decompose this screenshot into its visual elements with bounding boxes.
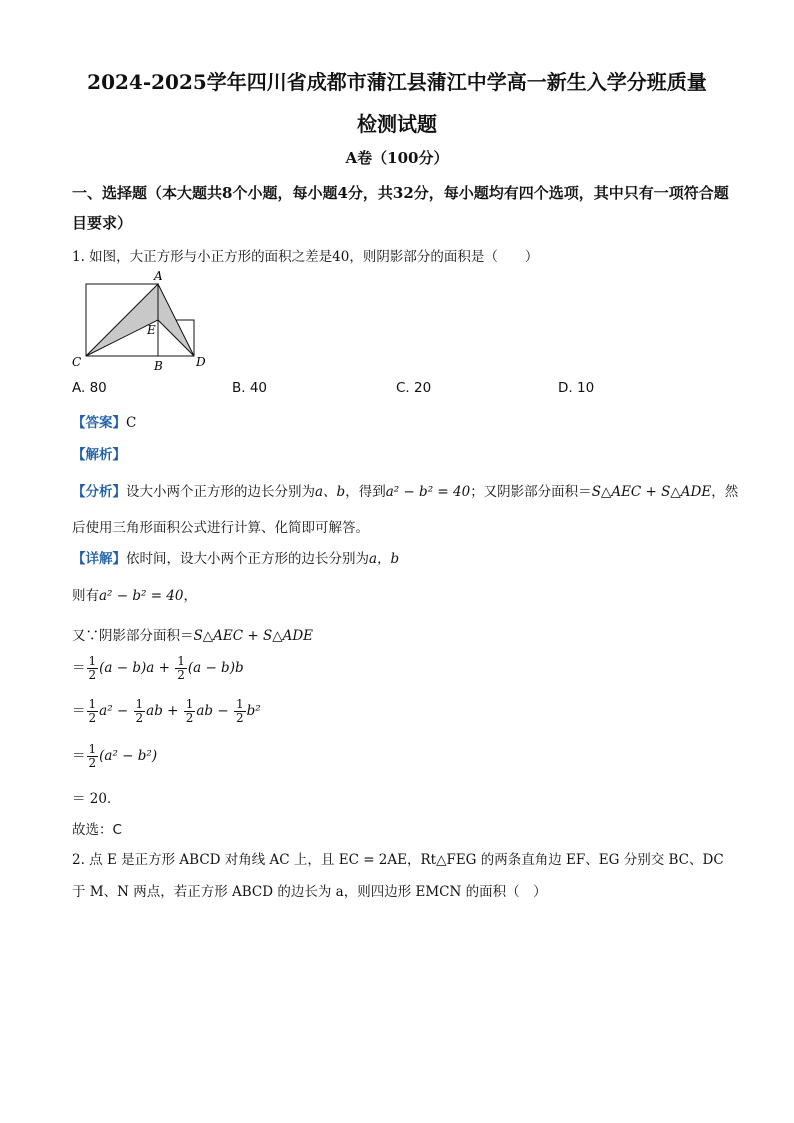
section-heading: 一、选择题（本大题共8个小题，每小题4分，共32分，每小题均有四个选项，其中只有一项符合题目要求） (72, 184, 729, 232)
step-2-b: ab + (146, 703, 183, 719)
step-since-text: 又∵阴影部分面积＝ (72, 628, 194, 644)
step-then-end: ， (183, 588, 197, 604)
fraction-half (87, 655, 99, 682)
fenxi-text-4: ，然 (711, 484, 739, 500)
label-e: E (147, 323, 156, 337)
choice-c: C. 20 (396, 380, 432, 396)
answer-tag: 【答案】 (72, 415, 126, 431)
step-1-a: (a − b)a + (99, 660, 175, 676)
question-2-line1: 2. 点 E 是正方形 ABCD 对角线 AC 上，且 EC = 2AE，Rt△FEG 的两条直角边 EF、EG 分别交 BC、DC (72, 852, 724, 868)
fenxi-text-3: ；又阴影部分面积＝ (470, 484, 592, 500)
fraction-half (87, 743, 99, 770)
step-2-d: b² (246, 703, 261, 719)
fenxi-line-2: 后使用三角形面积公式进行计算、化简即可解答。 (72, 520, 369, 536)
frac-den: 2 (135, 711, 144, 725)
label-c: C (72, 355, 82, 369)
question-2-line2: 于 M、N 两点，若正方形 ABCD 的边长为 a，则四边形 EMCN 的面积（ ） (72, 884, 547, 900)
question-1-stem: 1. 如图，大正方形与小正方形的面积之差是40，则阴影部分的面积是（ ） (72, 249, 539, 265)
step-2 (72, 698, 261, 725)
analysis-line (72, 443, 126, 463)
eq-sign: ＝ (72, 748, 86, 764)
frac-den: 2 (88, 711, 97, 725)
fraction-half (184, 698, 196, 725)
step-3 (72, 743, 157, 770)
fenxi-text-1: 设大小两个正方形的边长分别为 (126, 484, 315, 500)
fenxi-equation: a² − b² = 40 (385, 484, 471, 500)
frac-num: 1 (88, 742, 97, 756)
analysis-tag: 【解析】 (72, 447, 126, 463)
frac-num: 1 (235, 697, 244, 711)
step-then-text: 则有 (72, 588, 99, 604)
choice-b: B. 40 (232, 380, 268, 396)
fenxi-text-2: ，得到 (345, 484, 386, 500)
step-2-c: ab − (196, 703, 233, 719)
choice-a: A. 80 (72, 380, 107, 396)
step-then-equation: a² − b² = 40 (99, 588, 184, 604)
eq-sign: ＝ (72, 703, 86, 719)
frac-den: 2 (185, 711, 194, 725)
fenxi-line-1 (72, 480, 738, 500)
frac-num: 1 (185, 697, 194, 711)
frac-num: 1 (88, 697, 97, 711)
document-title-line1: 2024-2025学年四川省成都市蒲江县蒲江中学高一新生入学分班质量 (87, 70, 707, 94)
question-1-figure (70, 268, 230, 378)
fraction-half (234, 698, 246, 725)
frac-den: 2 (235, 711, 244, 725)
fenxi-area: S△AEC + S△ADE (591, 484, 712, 500)
step-1-b: (a − b)b (187, 660, 244, 676)
fenxi-ab: a、b (315, 484, 346, 500)
step-since (72, 624, 313, 644)
detail-line (72, 547, 399, 567)
frac-num: 1 (135, 697, 144, 711)
frac-num: 1 (177, 654, 185, 668)
step-then (72, 584, 197, 604)
shaded-triangle-aec (86, 284, 158, 356)
detail-tag: 【详解】 (72, 551, 126, 567)
label-a: A (154, 269, 163, 283)
answer-line (72, 411, 136, 431)
label-b: B (154, 359, 163, 373)
choice-d: D. 10 (558, 380, 595, 396)
fraction-half (175, 655, 187, 682)
frac-den: 2 (177, 668, 185, 682)
step-since-equation: S△AEC + S△ADE (193, 628, 314, 644)
document-title-line2: 检测试题 (357, 112, 437, 136)
answer-value: C (126, 415, 137, 431)
label-d: D (196, 355, 206, 369)
frac-den: 2 (88, 756, 97, 770)
detail-ab: a，b (369, 551, 400, 567)
step-1 (72, 655, 244, 682)
frac-num: 1 (88, 654, 97, 668)
paper-section-subtitle: A卷（100分） (345, 149, 449, 167)
fraction-half (87, 698, 99, 725)
detail-text: 依时间，设大小两个正方形的边长分别为 (126, 551, 369, 567)
frac-den: 2 (88, 668, 97, 682)
step-4: ＝ 20． (72, 791, 121, 807)
fenxi-tag: 【分析】 (72, 484, 126, 500)
step-3-expr: (a² − b²) (99, 748, 158, 764)
conclusion: 故选：C (72, 822, 122, 838)
step-2-a: a² − (99, 703, 133, 719)
eq-sign: ＝ (72, 660, 86, 676)
fraction-half (134, 698, 146, 725)
